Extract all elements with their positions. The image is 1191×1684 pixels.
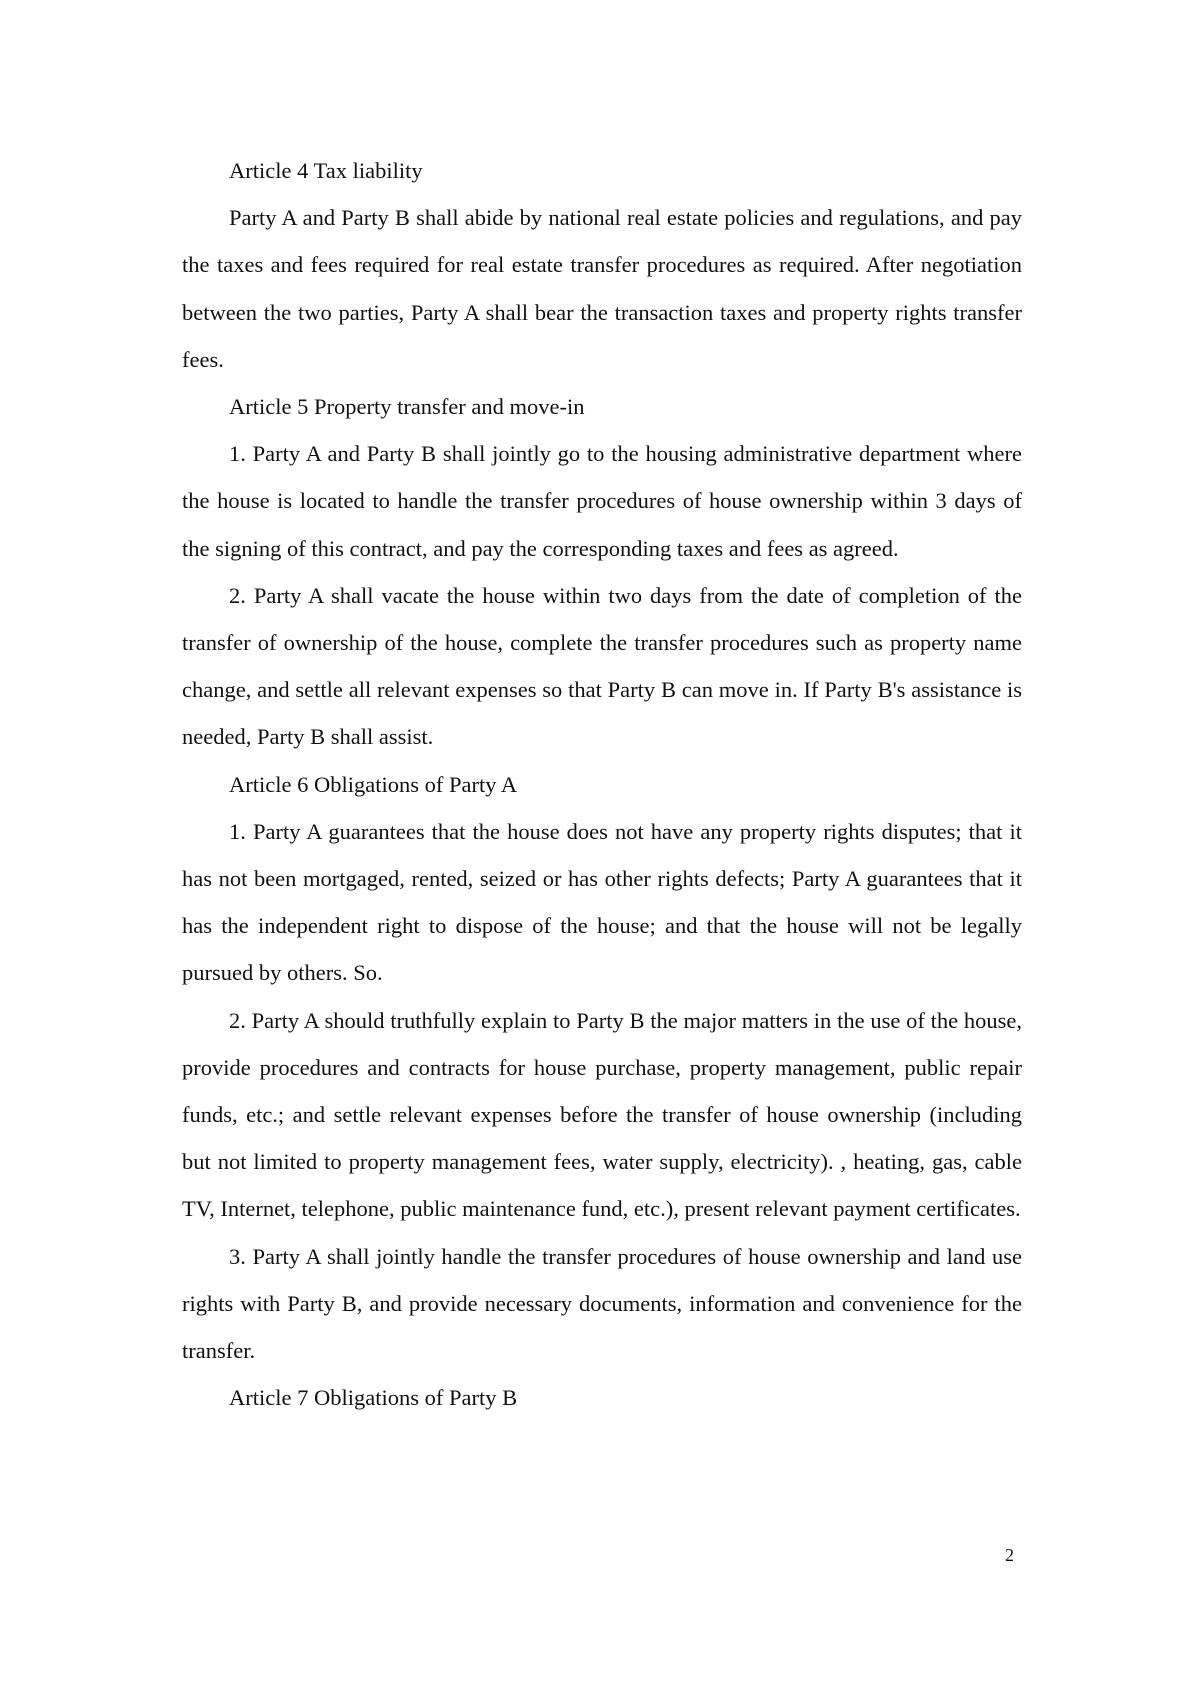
article-5-heading: Article 5 Property transfer and move-in — [229, 394, 585, 420]
article-6-clause-2: 2. Party A should truthfully explain to Party B the major matters in the use of the house, provide procedures and contracts for house purchase, property management, public repair funds, etc.; and settle relevant expenses before the transfer of house ownership (including but not limited to property management fees, water supply, electricity). , heating, gas, cable TV, Internet, telephone, public maintenance fund, etc.), present relevant payment certificates. — [182, 1007, 1022, 1222]
page-number: 2 — [1005, 1545, 1014, 1565]
article-5-clause-2: 2. Party A shall vacate the house within two days from the date of completion of the transfer of ownership of the house, complete the transfer procedures such as property name change, and settle all relevant expenses so that Party B can move in. If Party B's assistance is needed, Party B shall assist. — [182, 582, 1022, 750]
article-7-heading: Article 7 Obligations of Party B — [229, 1385, 518, 1411]
article-4-heading: Article 4 Tax liability — [229, 158, 423, 183]
article-6-heading: Article 6 Obligations of Party A — [229, 771, 518, 797]
article-5-clause-1: 1. Party A and Party B shall jointly go to the housing administrative department where the house is located to handle the transfer procedures of house ownership within 3 days of the signing of this contract, and pay the corresponding taxes and fees as agreed. — [182, 441, 1022, 561]
document-body — [182, 147, 1022, 1421]
article-4-paragraph: Party A and Party B shall abide by national real estate policies and regulations, and pay the taxes and fees required for real estate transfer procedures as required. After negotiation between the two parties, Party A shall bear the transaction taxes and property rights transfer fees. — [182, 205, 1022, 372]
article-6-clause-1: 1. Party A guarantees that the house does not have any property rights disputes; that it has not been mortgaged, rented, seized or has other rights defects; Party A guarantees that it has the independent right to dispose of the house; and that the house will not be legally pursued by others. So. — [182, 818, 1022, 986]
article-6-clause-3: 3. Party A shall jointly handle the transfer procedures of house ownership and land use rights with Party B, and provide necessary documents, information and convenience for the transfer. — [182, 1243, 1022, 1364]
